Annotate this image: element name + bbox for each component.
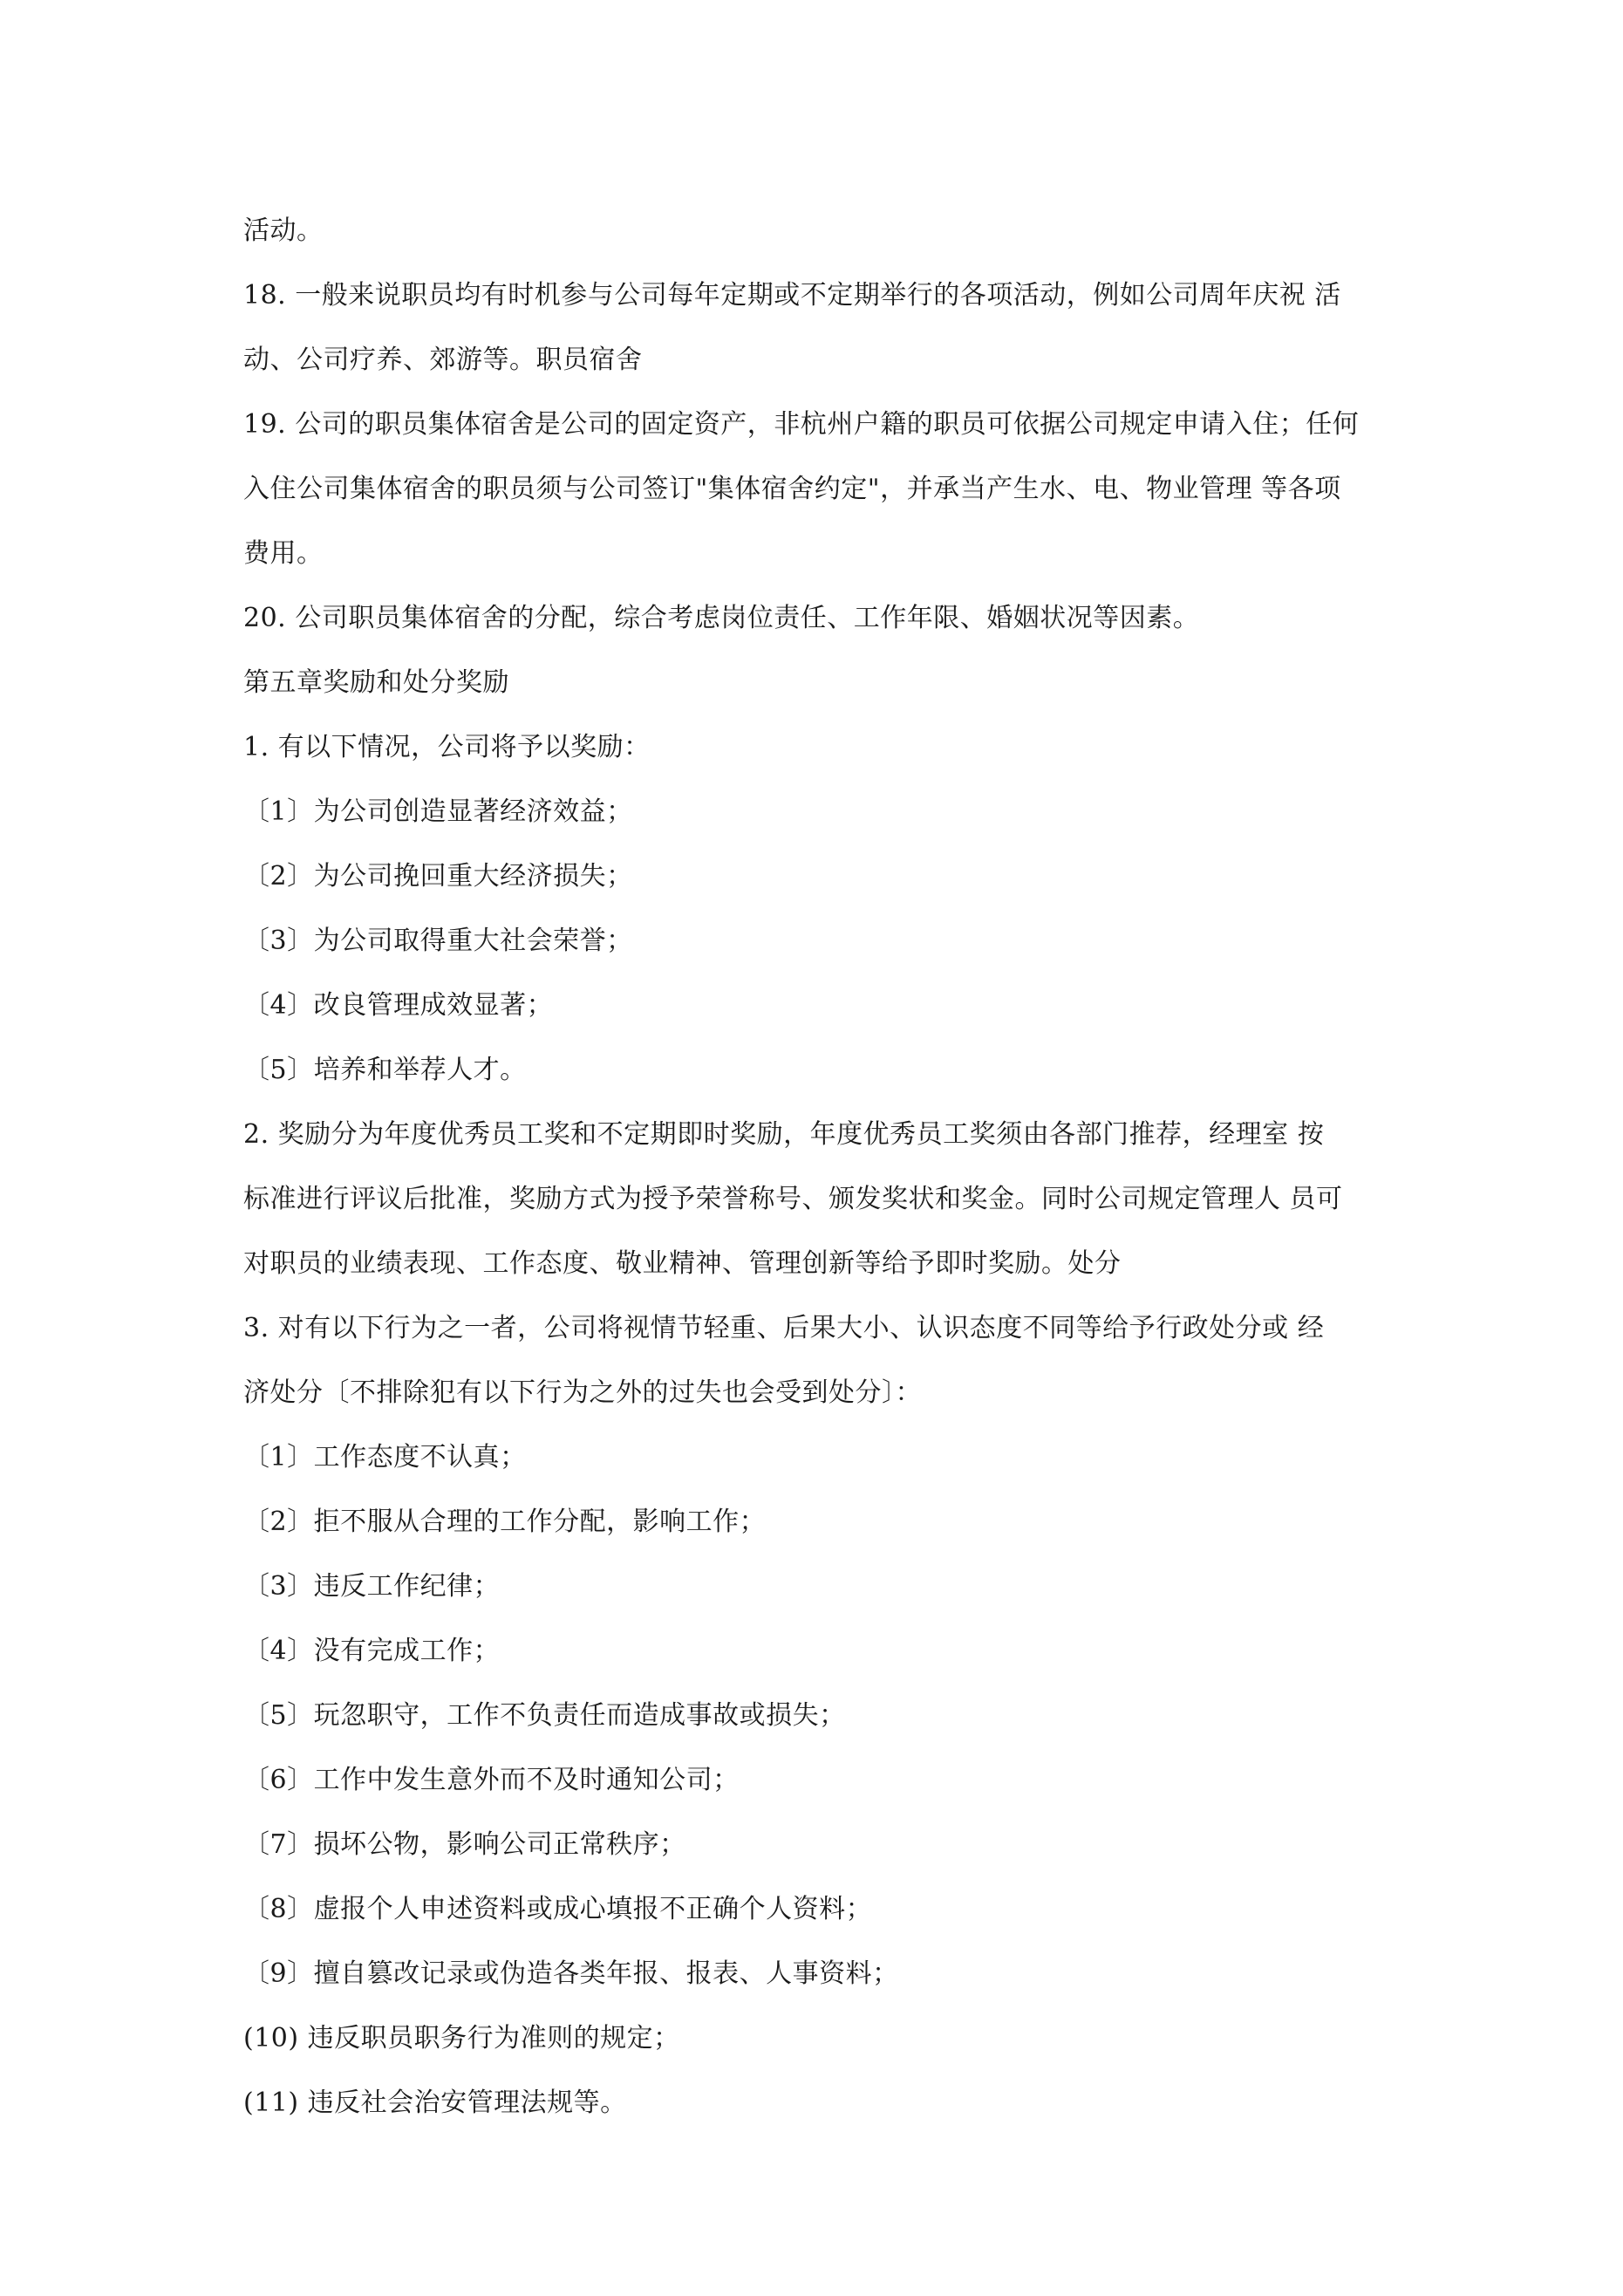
document-body bbox=[243, 199, 1395, 2135]
text-line: 18. 一般来说职员均有时机参与公司每年定期或不定期举行的各项活动，例如公司周年庆祝 活 bbox=[243, 280, 1341, 311]
list-item: 〔2〕拒不服从合理的工作分配，影响工作； bbox=[243, 1507, 767, 1537]
text-line: 活动。 bbox=[243, 215, 324, 246]
list-item: (11) 违反社会治安管理法规等。 bbox=[243, 2088, 627, 2118]
text-line: 2. 奖励分为年度优秀员工奖和不定期即时奖励，年度优秀员工奖须由各部门推荐，经理室 按 bbox=[243, 1119, 1325, 1150]
list-item: 〔2〕为公司挽回重大经济损失； bbox=[243, 861, 633, 892]
text-line: 标准进行评议后批准，奖励方式为授予荣誉称号、颁发奖状和奖金。同时公司规定管理人 员可 bbox=[243, 1184, 1343, 1214]
list-item: 〔5〕玩忽职守，工作不负责任而造成事故或损失； bbox=[243, 1700, 846, 1731]
list-item: 〔8〕虚报个人申述资料或成心填报不正确个人资料； bbox=[243, 1894, 873, 1924]
list-item: 〔3〕违反工作纪律； bbox=[243, 1571, 501, 1602]
list-item: 〔7〕损坏公物，影响公司正常秩序； bbox=[243, 1829, 686, 1860]
list-item: 〔1〕工作态度不认真； bbox=[243, 1442, 527, 1473]
list-item: 〔5〕培养和举荐人才。 bbox=[243, 1055, 527, 1085]
chapter-heading: 第五章奖励和处分奖励 bbox=[243, 667, 509, 698]
list-item: 〔4〕没有完成工作； bbox=[243, 1636, 501, 1666]
text-line: 3. 对有以下行为之一者，公司将视情节轻重、后果大小、认识态度不同等给予行政处分或 经 bbox=[243, 1313, 1325, 1343]
text-line: 济处分〔不排除犯有以下行为之外的过失也会受到处分〕： bbox=[243, 1377, 922, 1408]
text-line: 1. 有以下情况，公司将予以奖励： bbox=[243, 732, 651, 762]
list-item: 〔6〕工作中发生意外而不及时通知公司； bbox=[243, 1765, 740, 1795]
text-line: 19. 公司的职员集体宿舍是公司的固定资产，非杭州户籍的职员可依据公司规定申请入住；任何 bbox=[243, 409, 1360, 440]
list-item: 〔1〕为公司创造显著经济效益； bbox=[243, 796, 633, 827]
text-line: 入住公司集体宿舍的职员须与公司签订"集体宿舍约定"，并承当产生水、电、物业管理 等各项 bbox=[243, 474, 1341, 504]
text-line: 对职员的业绩表现、工作态度、敬业精神、管理创新等给予即时奖励。处分 bbox=[243, 1248, 1122, 1279]
text-line: 费用。 bbox=[243, 538, 324, 569]
text-line: 动、公司疗养、郊游等。职员宿舍 bbox=[243, 345, 643, 375]
list-item: 〔4〕改良管理成效显著； bbox=[243, 990, 554, 1021]
list-item: 〔9〕擅自篡改记录或伪造各类年报、报表、人事资料； bbox=[243, 1958, 899, 1989]
list-item: 〔3〕为公司取得重大社会荣誉； bbox=[243, 926, 633, 956]
text-line: 20. 公司职员集体宿舍的分配，综合考虑岗位责任、工作年限、婚姻状况等因素。 bbox=[243, 603, 1200, 633]
list-item: (10) 违反职员职务行为准则的规定； bbox=[243, 2023, 680, 2053]
